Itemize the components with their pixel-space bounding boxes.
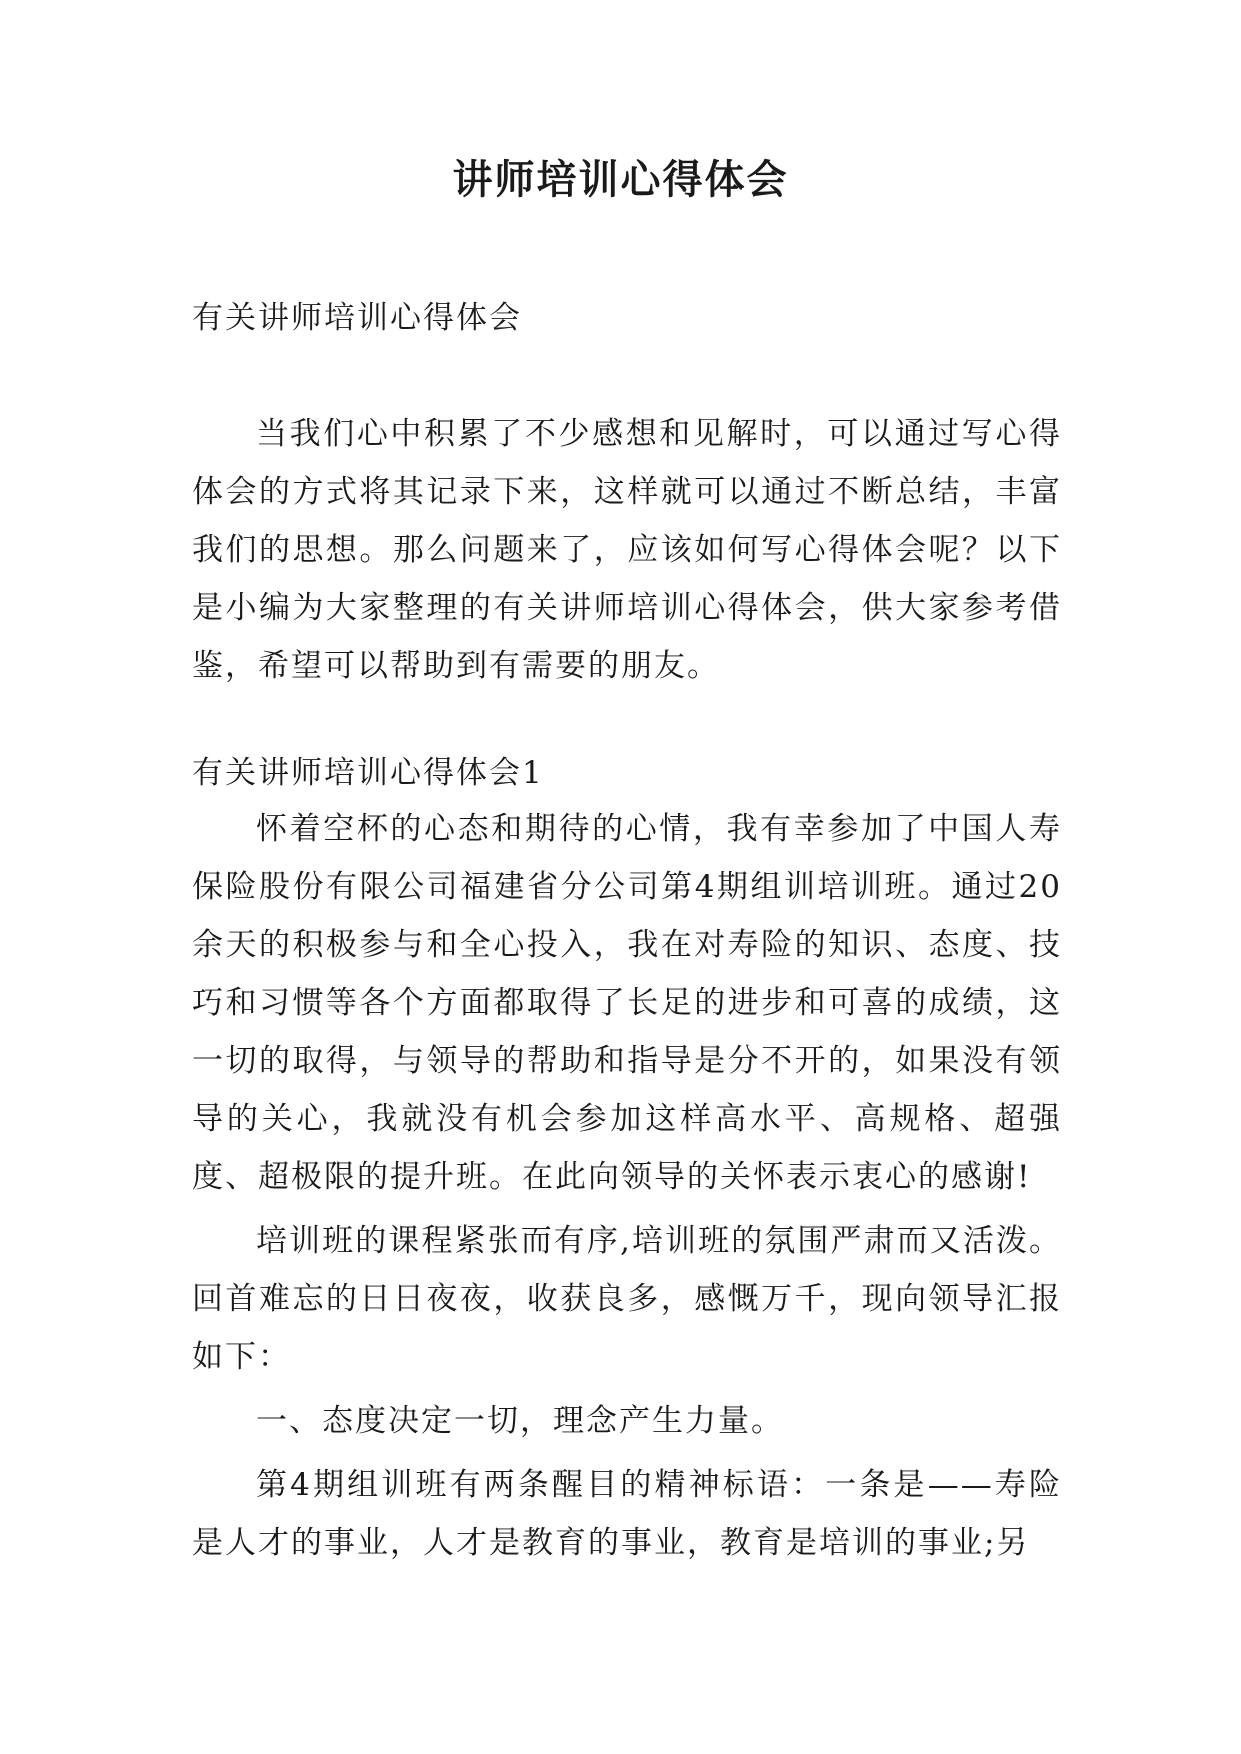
intro-paragraph: 当我们心中积累了不少感想和见解时，可以通过写心得体会的方式将其记录下来，这样就可以通过不断总结，丰富我们的思想。那么问题来了，应该如何写心得体会呢？以下是小编为大家整理的有关讲师培训心得体会，供大家参考借鉴，希望可以帮助到有需要的朋友。 — [192, 416, 1062, 684]
body-paragraph: 一、态度决定一切，理念产生力量。 — [256, 1403, 784, 1439]
document-subtitle: 有关讲师培训心得体会 — [192, 300, 522, 336]
body-paragraph: 怀着空杯的心态和期待的心情，我有幸参加了中国人寿保险股份有限公司福建省分公司第4期组训培训班。通过20余天的积极参与和全心投入，我在对寿险的知识、态度、技巧和习惯等各个方面都取得了长足的进步和可喜的成绩，这一切的取得，与领导的帮助和指导是分不开的，如果没有领导的关心，我就没有机会参加这样高水平、高规格、超强度、超极限的提升班。在此向领导的关怀表示衷心的感谢! — [192, 811, 1062, 1195]
document-title: 讲师培训心得体会 — [452, 157, 789, 203]
section-heading: 有关讲师培训心得体会1 — [192, 755, 544, 791]
section-body — [192, 800, 1062, 1578]
body-paragraph: 第4期组训班有两条醒目的精神标语：一条是——寿险是人才的事业，人才是教育的事业，教育是培训的事业;另 — [192, 1467, 1062, 1561]
body-paragraph: 培训班的课程紧张而有序,培训班的氛围严肃而又活泼。回首难忘的日日夜夜，收获良多，感慨万千，现向领导汇报如下： — [192, 1223, 1062, 1375]
